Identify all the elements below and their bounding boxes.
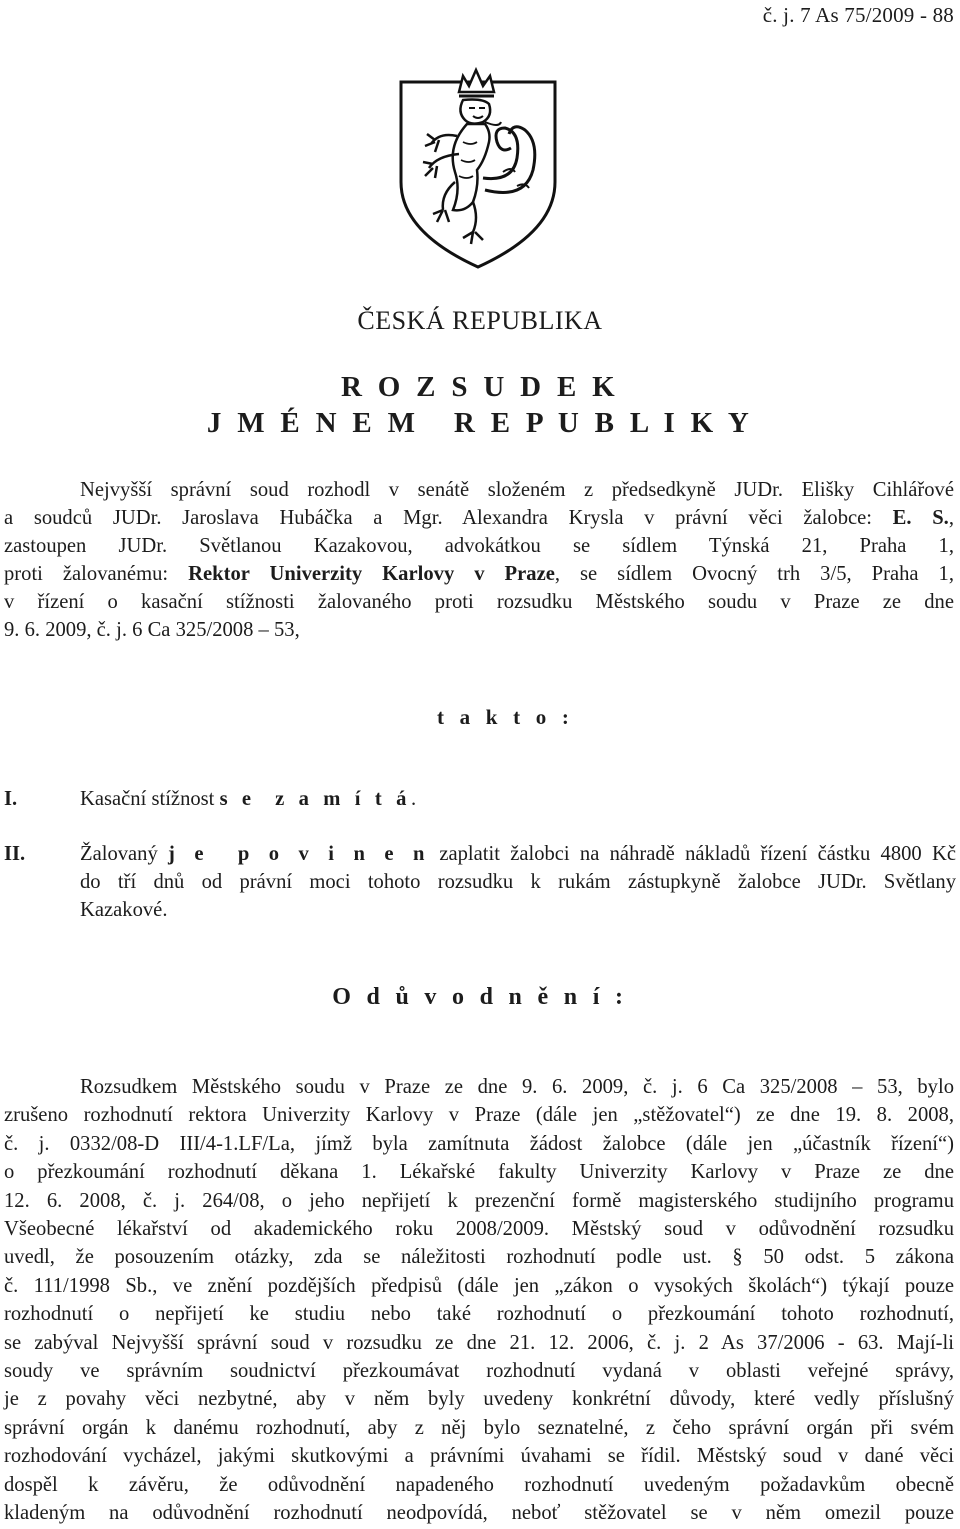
republic-heading: ČESKÁ REPUBLIKA <box>357 306 603 335</box>
reasoning-line: č. j. 0332/08-D III/4-1.LF/La, jímž byla zamítnuta žádost žalobce (dále jen „účastník řízení“) <box>4 1132 954 1155</box>
point-emphasis: j e p o v i n e n <box>168 843 430 865</box>
verdict-title <box>0 369 960 441</box>
point-line <box>80 840 956 868</box>
verdict-title-line2: J M É N E M R E P U B L I K Y <box>206 407 754 439</box>
intro-paragraph <box>4 476 954 644</box>
intro-line: v řízení o kasační stížnosti žalovaného proti rozsudku Městského soudu v Praze ze dne <box>4 591 954 613</box>
intro-text: , se sídlem Ovocný trh 3/5, Praha 1, <box>554 563 954 585</box>
reasoning-line: Rozsudkem Městského soudu v Praze ze dne 9. 6. 2009, č. j. 6 Ca 325/2008 – 53, bylo <box>80 1076 954 1098</box>
intro-line: Nejvyšší správní soud rozhodl v senátě složeném z předsedkyně JUDr. Elišky Cihlářové <box>80 479 954 501</box>
verdict-title-line1: R O Z S U D E K <box>340 371 619 403</box>
reasoning-line: kladeným na odůvodnění rozhodnutí neodpovídá, neboť stěžovatel se v něm omezil pouze <box>4 1502 954 1525</box>
reasoning-line: uvedl, že posouzením otázky, zda se náležitosti rozhodnutí podle ust. § 50 odst. 5 zákona <box>4 1246 954 1269</box>
intro-text: proti žalovanému: <box>4 563 189 585</box>
decision-point-1 <box>4 785 956 813</box>
plaintiff-initials: E. S. <box>892 507 949 529</box>
point-number: II. <box>4 843 26 865</box>
point-emphasis: s e z a m í t á <box>219 788 411 810</box>
reasoning-heading: O d ů v o d n ě n í : <box>332 984 628 1010</box>
reasoning-line: 12. 6. 2008, č. j. 264/08, o jeho nepřijetí k prezenční formě magisterského studijního programu <box>4 1189 954 1212</box>
reasoning-line: správní orgán k danému rozhodnutí, aby z něj bylo seznatelné, z čeho správní orgán při svém <box>4 1416 954 1439</box>
intro-line: zastoupen JUDr. Světlanou Kazakovou, advokátkou se sídlem Týnská 21, Praha 1, <box>4 535 954 557</box>
intro-text: a soudců JUDr. Jaroslava Hubáčka a Mgr. Alexandra Krysla v právní věci žalobce: <box>4 507 893 529</box>
defendant-name: Rektor Univerzity Karlovy v Praze <box>188 563 555 585</box>
intro-line: 9. 6. 2009, č. j. 6 Ca 325/2008 – 53, <box>4 619 300 641</box>
reasoning-line: o přezkoumání rozhodnutí děkana 1. Lékařské fakulty Univerzity Karlovy v Praze ze dne <box>4 1161 954 1184</box>
point-number: I. <box>4 788 18 810</box>
point-text: . <box>410 788 417 810</box>
reasoning-line: se zabýval Nejvyšší správní soud v rozsudku ze dne 21. 12. 2006, č. j. 2 As 37/2006 - 63. Mají-li <box>4 1331 954 1354</box>
reasoning-line: dospěl k závěru, že odůvodnění napadeného rozhodnutí uvedeným požadavkům obecně <box>4 1473 954 1496</box>
case-number: č. j. 7 As 75/2009 - 88 <box>762 3 954 27</box>
point-line <box>80 785 956 813</box>
point-body <box>80 840 956 924</box>
decision-point-2 <box>4 840 956 924</box>
intro-line <box>4 560 954 588</box>
intro-text: , <box>948 507 954 529</box>
point-text: Žalovaný <box>80 843 169 865</box>
czech-lion-coat-of-arms-icon <box>393 62 563 272</box>
reasoning-line: rozhodování vycházel, jakými skutkovými a právními úvahami se řídil. Městský soud v dané věci <box>4 1445 954 1468</box>
point-line: do tří dnů od právní moci tohoto rozsudku k rukám zástupkyně žalobce JUDr. Světlany <box>80 871 956 893</box>
reasoning-line: je z povahy věci nezbytné, aby v něm byly uvedeny konkrétní důvody, které vedly příslušný <box>4 1388 954 1411</box>
point-body <box>80 785 956 813</box>
reasoning-line: soudy ve správním soudnictví přezkoumávat rozhodnutí vydaná v oblasti veřejné správy, <box>4 1360 954 1383</box>
point-line: Kazakové. <box>80 899 168 921</box>
takto-heading: t a k t o : <box>437 705 575 729</box>
reasoning-line: zrušeno rozhodnutí rektora Univerzity Karlovy v Praze (dále jen „stěžovatel“) ze dne 19. 8. 2008, <box>4 1104 954 1127</box>
reasoning-line: rozhodnutí o nepřijetí ke studiu nebo také rozhodnutí o přezkoumání tohoto rozhodnutí, <box>4 1303 954 1326</box>
reasoning-paragraph <box>4 1073 954 1528</box>
reasoning-line: Všeobecné lékařství od akademického roku 2008/2009. Městský soud v odůvodnění rozsudku <box>4 1218 954 1241</box>
point-text: Kasační stížnost <box>80 788 220 810</box>
intro-line <box>4 504 954 532</box>
point-text: zaplatit žalobci na náhradě nákladů řízení částku 4800 Kč <box>429 843 957 865</box>
reasoning-line: č. 111/1998 Sb., ve znění pozdějších předpisů (dále jen „zákon o vysokých školách“) týkají pouze <box>4 1274 954 1297</box>
